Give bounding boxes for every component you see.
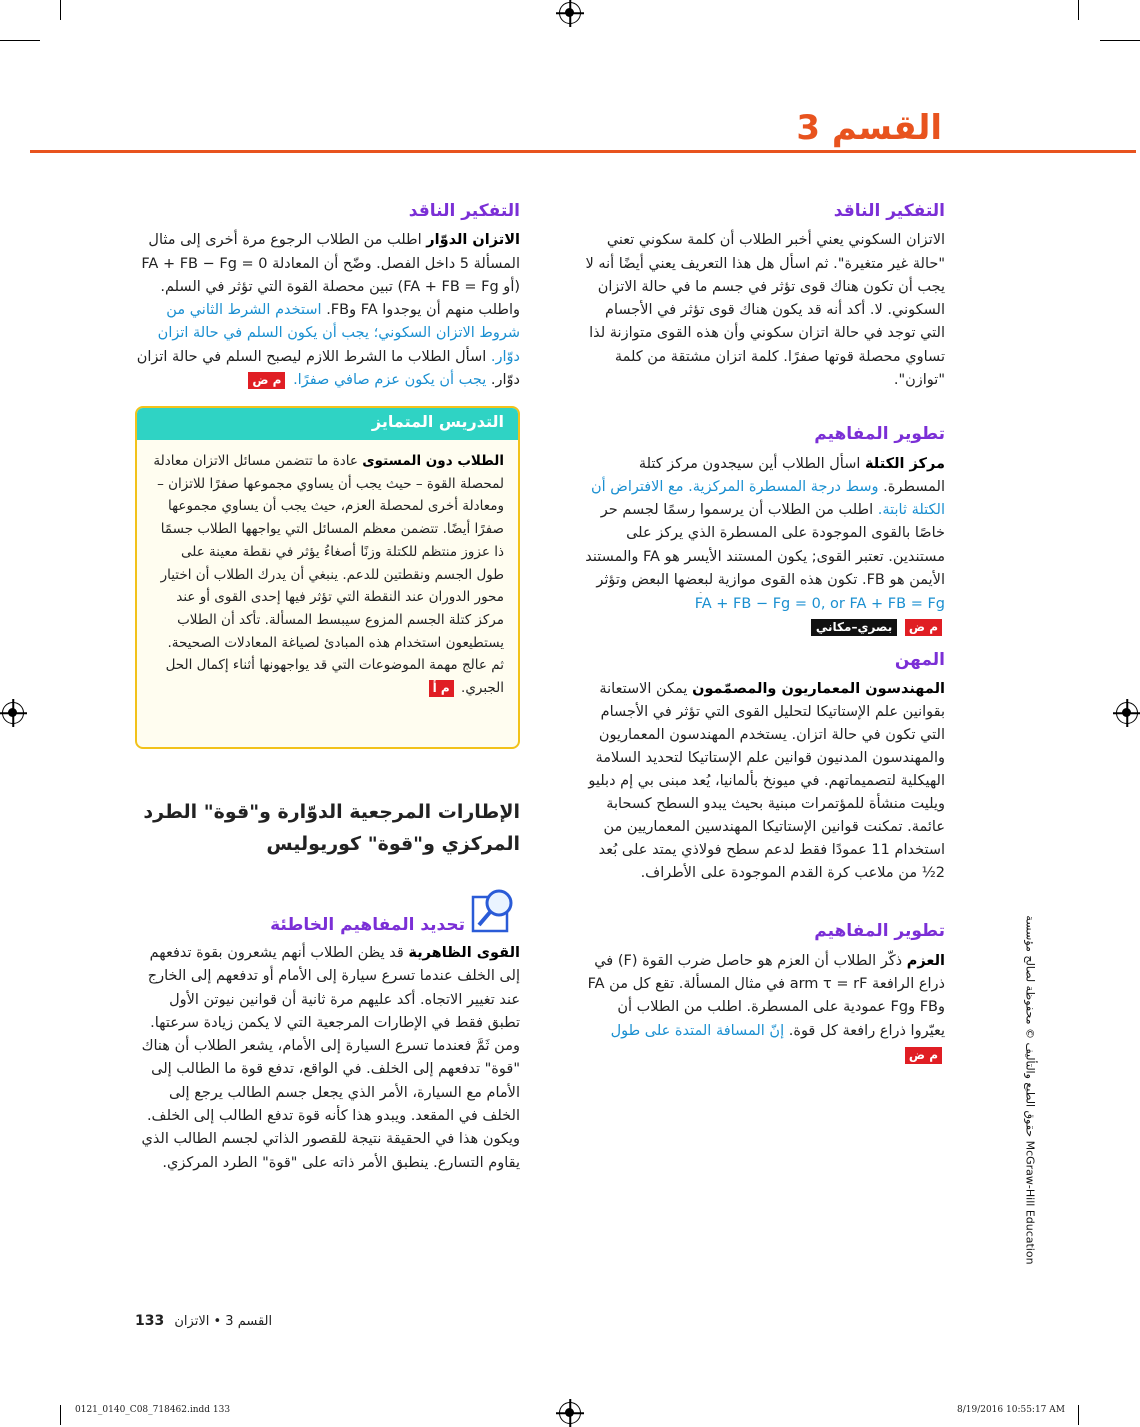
key-term: القوى الظاهرية <box>408 945 520 961</box>
section-heading: التفكير الناقد <box>833 201 945 221</box>
skill-badge: بصري–مكاني <box>811 619 897 636</box>
print-slug-file: 0121_0140_C08_718462.indd 133 <box>75 1405 231 1415</box>
key-term: الاتزان الدوّار <box>426 232 520 249</box>
crop-mark <box>60 0 61 20</box>
badge-row <box>580 1044 945 1067</box>
key-term: العزم <box>906 952 945 969</box>
answer-text: يجب أن يكون عزم صافي صفرًا. <box>293 372 487 389</box>
print-slug-date: 8/19/2016 10:55:17 AM <box>956 1405 1065 1415</box>
equation <box>580 593 945 616</box>
registration-mark-icon <box>559 1402 581 1424</box>
registration-mark-icon <box>1116 702 1138 724</box>
paragraph-text: اطلب من الطلاب الرجوع مرة أخرى إلى مثال المسألة 5 داخل الفصل. وضّح أن المعادلة FA + FB − Fg = 0 (أو FA + FB = Fg) تبين محصلة القوة التي تؤثر في السلم. واطلب منهم أن يوجدوا FA وFB. <box>141 232 520 319</box>
box-body <box>137 440 518 710</box>
section-heading: التفكير الناقد <box>408 201 520 221</box>
paragraph <box>580 453 945 593</box>
answer-text: استخدم الشرط الثاني من شروط الاتزان السكوني؛ يجب أن يكون السلم في حالة اتزان دوّار. <box>157 302 520 365</box>
skill-badge: م ض <box>905 1047 942 1064</box>
paragraph <box>580 229 945 415</box>
paragraph-text: ذكّر الطلاب أن العزم هو حاصل ضرب القوة (F) في ذراع الرافعة arm τ = rF في مثال المسألة. تقع كل من FA وFB وFg عمودية على المسطرة. اطلب من الطلاب أن يعيّروا ذراع رافعة كل قوة. <box>587 952 945 1039</box>
differentiated-instruction-box <box>135 406 520 749</box>
section-heading: تحديد المفاهيم الخاطئة <box>270 915 465 935</box>
feature-title: الإطارات المرجعية الدوّارة و"قوة" الطرد المركزي و"قوة" كوريوليس <box>143 801 520 855</box>
answer-text: وسط درجة المسطرة المركزية. مع الافتراض أن الكتلة ثابتة. <box>591 478 945 519</box>
paragraph-text: يمكن الاستعانة بقوانين علم الإستاتيكا لتحليل القوى التي تؤثر في الأجسام التي تكون في حالة اتزان. يستخدم المهندسون المعماريون والمهندسون المدنيون قوانين علم الإستاتيكا لتحديد السلامة الهيكلية لتصميماتهم. في ميونخ بألمانيا، يُعد مبنى بي إم دبليو ويليت منشأة للمؤتمرات مبنية بحيث يبدو السطح كسحابة عائمة. تمكنت قوانين الإستاتيكا المهندسين المعماريين من استخدام 11 عمودًا فقط لدعم سطح فولاذي يمتد على بُعد 2½ من ملاعب كرة القدم الموجودة على الأطراف. <box>588 681 945 882</box>
paragraph-text: قد يظن الطلاب أنهم يشعرون بقوة تدفعهم إلى الخلف عندما تسرع سيارة إلى الأمام أو تدفعهم إلى الخارج عند تغيير الاتجاه. أكد عليهم مرة ثانية أن قوانين نيوتن الأول تطبق فقط في الإطارات المرجعية التي لا يكمن زيادة سرعتها. ومن ثَمَّ فعندما تسرع السيارة إلى الأمام، يشعر الطلاب أن هناك "قوة" تدفعهم إلى الخلف. في الواقع، تدفع قوة ما الطالب إلى الأمام مع السيارة، الأمر الذي يجعل جسم الطالب يرجع إلى الخلف في المقعد. ويبدو هذا كأنه قوة تدفع الطالب إلى الخلف. ويكون هذا في الحقيقة نتيجة للقصور الذاتي لجسم الطالب الذي يقاوم التسارع. ينطبق الأمر ذاته على "قوة" الطرد المركزي. <box>141 945 520 1171</box>
key-term: مركز الكتلة <box>865 455 945 472</box>
crop-mark <box>1078 1405 1079 1425</box>
right-column <box>580 200 945 1067</box>
copyright-side-text <box>1010 910 1050 1270</box>
paragraph <box>580 950 945 1044</box>
equation-text: FA + FB − Fg = 0, or FA + FB = Fg <box>694 595 945 612</box>
paragraph-text: اسأل الطلاب ما الشرط اللازم ليصبح السلم في حالة اتزان دوّار. <box>136 348 520 389</box>
box-title: التدريس المتمايز <box>137 408 518 440</box>
copyright-text: حقوق الطبع والتأليف © محفوظة لصالح مؤسسة McGraw-Hill Education <box>1023 915 1037 1265</box>
skill-badge: م أ <box>429 680 454 697</box>
paragraph-text: الاتزان السكوني يعني أخبر الطلاب أن كلمة سكوني تعني "حالة غير متغيرة". ثم اسأل هل هذا التعريف يعني أيضًا أنه لا يجب أن تكون هناك قوى تؤثر في جسم ما في حالة الاتزان السكوني. لا. أكد أنه قد يكون هناك قوى تؤثر في الأجسام التي توجد في حالة اتزان سكوني وأن هذه القوى متوازنة لذا تساوي محصلة قوتها صفرًا. كلمة اتزان مشتقة من كلمة "توازن". <box>585 232 945 389</box>
header-rule <box>30 150 1136 153</box>
misconception-block <box>135 942 520 1202</box>
skill-badge: م ض <box>248 372 285 389</box>
key-term: المهندسون المعماريون والمصمّمون <box>692 681 945 698</box>
crop-mark <box>1100 40 1140 41</box>
chapter-title: القسم 3 <box>796 108 942 148</box>
section-heading: تطوير المفاهيم <box>814 424 945 445</box>
section-heading: المهن <box>894 650 945 671</box>
section-heading: تطوير المفاهيم <box>814 921 945 942</box>
paragraph <box>135 942 520 1175</box>
badge-row <box>580 616 945 639</box>
paragraph <box>580 678 945 910</box>
crop-mark <box>1078 0 1079 20</box>
box-text: عادة ما تتضمن مسائل الاتزان معادلة لمحصلة القوة – حيث يجب أن يساوي مجموعها صفرًا للاتزان – ومعادلة أخرى لمحصلة العزم، حيث يجب أن يساوي مجموعها صفرًا أيضًا. تتضمن معظم المسائل التي يواجهها الطلاب جسمًا ذا عزوز منتظم للكتلة وزنًا أصغاءُ يؤثر في نقطة معينة على طول الجسم ونقطتين للدعم. ينبغي أن يدرك الطلاب أن اختيار محور الدوران عند النقطة التي تؤثر فيها إحدى القوى أو عند مركز كتلة الجسم المزوع سيبسط المسألة. تأكد أن الطلاب يستطيعون استخدام هذه المبادئ لصياغة المعادلات الصحيحة. ثم عالج مهمة الموضوعات التي قد يواجهونها أثناء إكمال الحل الجبري. <box>153 453 504 697</box>
paragraph <box>135 229 520 391</box>
paragraph-text: اسأل الطلاب أين سيجدون مركز كتلة المسطرة. <box>638 455 945 495</box>
paragraph-text: اطلب من الطلاب أن يرسموا رسمًا لجسم حر خاصًا بالقوى الموجودة على المسطرة الذي يركز على مستندين. تعتبر القوى; يكون المستند الأيسر هو FA والمستند الأيمن هو FB. تكون هذه القوى موازية لبعضها البعض وتؤثر <box>585 502 945 589</box>
magnifier-icon <box>471 887 517 933</box>
page-footer <box>135 1313 272 1329</box>
key-term: الطلاب دون المستوى <box>362 453 504 469</box>
page-number: 133 <box>135 1313 165 1329</box>
left-column <box>135 200 520 391</box>
answer-text: إنّ المسافة المتدة على طول <box>610 1022 785 1039</box>
registration-mark-icon <box>559 2 581 24</box>
page-label: القسم 3 • الاتزان <box>174 1314 273 1329</box>
skill-badge: م ض <box>905 619 942 636</box>
crop-mark <box>0 40 40 41</box>
registration-mark-icon <box>2 702 24 724</box>
crop-mark <box>60 1405 61 1425</box>
